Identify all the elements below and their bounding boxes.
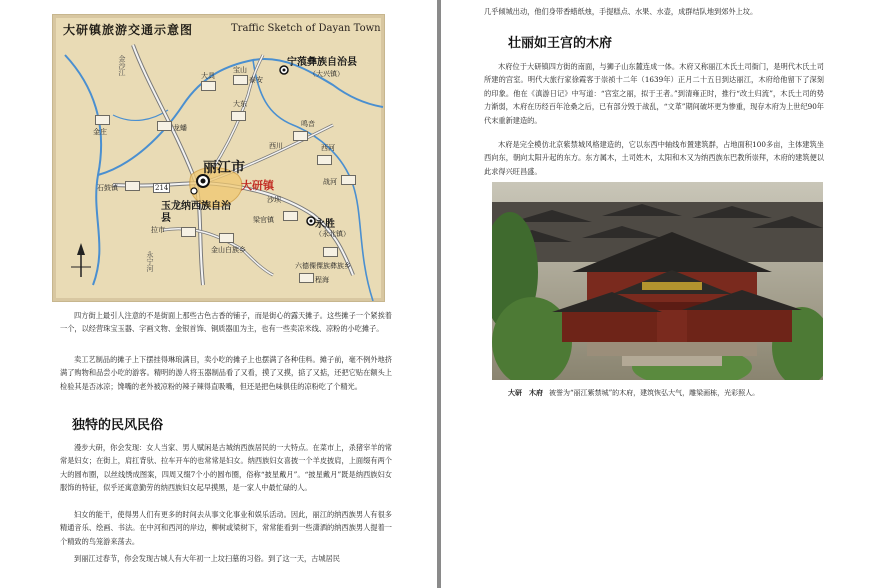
left-paragraph-3: 漫步大研，你会发现：女人当家、男人赋闲是古城纳西族居民的一大特点。在菜市上，杀猪宰羊的常常是妇女；在街上，肩扛背驮、拉车开车的也常常是妇女。纳西族妇女喜披一个羊皮披肩，上面缀有两个大的圆布圈，以丝线绣成图案，四周又缀7个小的圆布圈，俗称“披星戴月”。“披星戴月”既是纳西族妇女服饰的特征，似乎还寓意勤劳的纳西族妇女起早摸黑，是一家人中最忙碌的人。 <box>60 443 392 493</box>
right-paragraph-0: 几乎倾城出动，他们身带香蜡纸烛，手提糕点、水果、水壶，成群结队地到郊外上坟。 <box>484 7 758 16</box>
map-label-shigu: 石鼓镇 <box>97 184 118 192</box>
map-label-zhanhe: 战河 <box>323 178 337 186</box>
caption-text: 被誉为“丽江紫禁城”的木府，建筑恢弘大气，雕梁画栋，光彩照人。 <box>549 389 760 397</box>
map-label-mingyin: 鸣音 <box>301 120 315 128</box>
map-label-shaba: 沙坝 <box>267 196 281 204</box>
map-label-baoshan: 宝山 <box>233 66 247 74</box>
map-town-icon <box>219 233 234 243</box>
section-heading-mu-mansion: 壮丽如王宫的木府 <box>508 36 613 51</box>
map-label-yongsheng: 永胜 <box>315 219 335 230</box>
map-town-icon <box>317 155 332 165</box>
map-town-icon <box>157 121 172 131</box>
map-town-icon <box>299 273 314 283</box>
map-label-yulong-county: 玉龙纳西族自治县 <box>161 201 231 224</box>
section-heading-folk-customs: 独特的民风民俗 <box>72 418 164 433</box>
map-town-icon <box>233 75 248 85</box>
map-label-xichuan: 西川 <box>269 142 283 150</box>
traffic-sketch-map <box>52 14 385 302</box>
map-town-icon <box>181 227 196 237</box>
map-label-ninglang-sub: （大兴镇） <box>309 70 344 78</box>
map-label-yongsheng-sub: （永北镇） <box>315 230 350 238</box>
map-town-icon <box>293 131 308 141</box>
map-label-xihe: 西河 <box>321 144 335 152</box>
map-label-river-jinsha: 金沙江 <box>118 55 126 76</box>
map-label-river-wai: 永宁河 <box>146 251 154 272</box>
map-town-icon <box>283 211 298 221</box>
map-title-english: Traffic Sketch of Dayan Town <box>231 23 381 34</box>
map-town-icon <box>125 181 140 191</box>
map-label-jinzhuang: 金庄 <box>93 128 107 136</box>
right-paragraph-1: 木府位于大研镇四方街的南面，与狮子山东麓连成一体。木府又称丽江木氏土司衙门，是明代木氏土司所建的宫室。明代大旅行家徐霞客于崇祯十二年（1639年）正月二十五日到达丽江，木府给他留下了深刻的印象。他在《滇游日记》中写道：“宫室之丽，拟于王者。”到清雍正时，推行“改土归流”，木氏土司的势力渐弱，木府在历经百年沧桑之后，已有部分毁于战乱，“文革”期间破坏更为惨重，现存木府为上世纪90年代末重新建造的。 <box>484 62 824 125</box>
map-label-liuhe: 六德傈僳族彝族乡 <box>295 262 351 270</box>
map-road-marker: 214 <box>155 184 169 192</box>
map-label-dayan-town: 大研镇 <box>241 179 274 192</box>
map-label-liangguan: 梁官镇 <box>253 216 274 224</box>
left-paragraph-4: 妇女的能干，使得男人们有更多的时间去从事文化事业和娱乐活动。因此，丽江的纳西族男人有很多精通音乐、绘画、书法。在中河和西河的岸边，柳树或梁树下，常常能看到一些潇洒的纳西族男人提着一个精致的鸟笼游来荡去。 <box>60 510 392 546</box>
map-label-taian: 泰安 <box>249 76 263 84</box>
map-town-icon <box>201 81 216 91</box>
map-label-lashi: 拉市 <box>151 226 165 234</box>
left-paragraph-1: 四方街上最引人注意的不是街面上那些古色古香的铺子，而是街心的露天摊子。这些摊子一个紧挨着一个，以经营珠宝玉器、字画文物、金银首饰、铜质器皿为主，也有一些卖凉米线、凉粉的小吃摊子。 <box>60 311 392 334</box>
map-label-dadong: 大东 <box>233 100 247 108</box>
map-label-daju: 大具 <box>201 72 215 80</box>
map-town-icon <box>323 247 338 257</box>
map-title-chinese: 大研镇旅游交通示意图 <box>63 23 194 37</box>
left-paragraph-2: 卖工艺制品的摊子上下摆挂得琳琅满目，卖小吃的摊子上也摆满了各种佳料。摊子前，毫不例外地挤满了购物和品尝小吃的游客。精明的游人将玉器制品看了又看，摸了又摸，掂了又掂，还把它贴在额头上检验其是否冰凉；馋嘴的老外被凉粉的辣子辣得直吸嘴，但还是把色味俱佳的凉粉吃了个精光。 <box>60 355 392 391</box>
map-label-ninglang: 宁蒗彝族自治县 <box>287 57 357 68</box>
map-town-icon <box>341 175 356 185</box>
map-town-icon <box>95 115 110 125</box>
left-paragraph-5: 到丽江过春节，你会发现古城人有大年初一上坟扫墓的习俗。到了这一天，古城居民 <box>74 554 340 563</box>
right-paragraph-2: 木府是完全模仿北京紫禁城风格建造的，它以东西中轴线布置建筑群，占地面积100多亩，主体建筑坐西向东，朝向太阳升起的东方。东方属木，土司姓木，太阳和木又为纳西族东巴教所崇拜，木府的建筑便以此求得兴旺昌盛。 <box>484 140 824 176</box>
map-label-jinshan: 金山白族乡 <box>211 246 246 254</box>
mu-mansion-photo-graphic <box>492 182 823 380</box>
photo-caption <box>508 388 759 398</box>
map-label-lijiang-city: 丽江市 <box>203 160 245 176</box>
caption-title: 大研 木府 <box>508 388 543 397</box>
mu-mansion-photo <box>492 182 823 380</box>
map-town-icon <box>231 111 246 121</box>
map-label-longpan: 龙蟠 <box>173 124 187 132</box>
map-label-qinghai: 程海 <box>315 276 329 284</box>
